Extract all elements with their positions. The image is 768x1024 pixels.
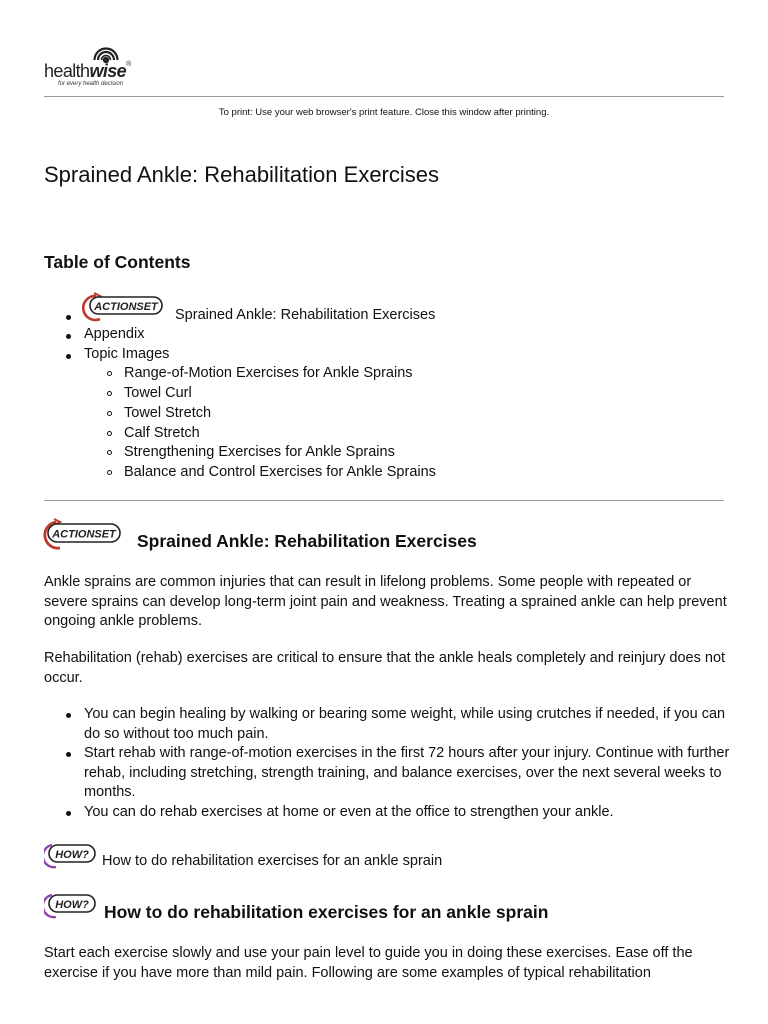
how-badge-label: HOW?	[55, 899, 89, 911]
toc-subitem-towel-curl[interactable]: Towel Curl	[124, 385, 192, 401]
bullet-item-start-rehab: Start rehab with range-of-motion exercises in the first 72 hours after your injury. Continue with further rehab, including stretching, strength training, and balance exercises, over the next several weeks to months.	[84, 745, 730, 801]
sub-bullet	[107, 450, 112, 455]
rehab-paragraph: Rehabilitation (rehab) exercises are critical to ensure that the ankle heals completely and reinjury does not occur.	[44, 650, 726, 686]
bullet	[66, 713, 71, 718]
logo-wordmark: healthwise®	[44, 61, 131, 81]
healthwise-logo	[44, 44, 154, 90]
toc-heading: Table of Contents	[44, 252, 191, 272]
section-heading: Sprained Ankle: Rehabilitation Exercises	[137, 531, 477, 551]
toc-subitem-strengthening[interactable]: Strengthening Exercises for Ankle Sprains	[124, 444, 395, 460]
actionset-badge-label: ACTIONSET	[94, 301, 158, 313]
bullet-item-home-office: You can do rehab exercises at home or even at the office to strengthen your ankle.	[84, 804, 614, 820]
toc-item-appendix[interactable]: Appendix	[84, 326, 145, 342]
sub-bullet	[107, 371, 112, 376]
toc-subitem-calf-stretch[interactable]: Calf Stretch	[124, 425, 200, 441]
section-divider	[44, 500, 724, 501]
toc-item-topic-images[interactable]: Topic Images	[84, 346, 170, 362]
bullet	[66, 354, 71, 359]
page-title: Sprained Ankle: Rehabilitation Exercises	[44, 162, 440, 187]
print-instructions: To print: Use your web browser's print feature. Close this window after printing.	[218, 107, 550, 118]
how-to-heading: How to do rehabilitation exercises for an ankle sprain	[104, 902, 549, 922]
header-divider	[44, 96, 724, 97]
bullet	[66, 334, 71, 339]
how-to-paragraph: Start each exercise slowly and use your pain level to guide you in doing these exercises. Ease off the exercise if you have more than mild pain. Following are some examples of typical rehabilitation	[44, 945, 693, 981]
sub-bullet	[107, 431, 112, 436]
intro-paragraph: Ankle sprains are common injuries that can result in lifelong problems. Some people with repeated or severe sprains can develop long-term joint pain and weakness. Treating a sprained ankle can help prevent ongoing ankle problems.	[44, 574, 727, 630]
toc-subitem-towel-stretch[interactable]: Towel Stretch	[124, 405, 212, 421]
bullet	[66, 811, 71, 816]
actionset-icon	[40, 516, 124, 552]
how-to-link[interactable]: How to do rehabilitation exercises for an ankle sprain	[102, 853, 443, 869]
bullet	[66, 752, 71, 757]
bullet-item-healing: You can begin healing by walking or bearing some weight, while using crutches if needed, if you can do so without too much pain.	[84, 706, 726, 742]
how-badge-label: HOW?	[55, 849, 89, 861]
bullet	[66, 315, 71, 320]
how-to-icon	[44, 840, 100, 870]
sub-bullet	[107, 391, 112, 396]
toc-subitem-balance-control[interactable]: Balance and Control Exercises for Ankle Sprains	[124, 464, 436, 480]
sub-bullet	[107, 411, 112, 416]
actionset-icon	[82, 291, 166, 323]
actionset-badge-label: ACTIONSET	[52, 528, 116, 541]
how-to-icon	[44, 890, 100, 920]
logo-tagline: for every health decision	[58, 81, 124, 87]
sub-bullet	[107, 470, 112, 475]
toc-item-action-set[interactable]: Sprained Ankle: Rehabilitation Exercises	[175, 307, 436, 323]
toc-subitem-range-of-motion[interactable]: Range-of-Motion Exercises for Ankle Sprains	[124, 365, 413, 381]
